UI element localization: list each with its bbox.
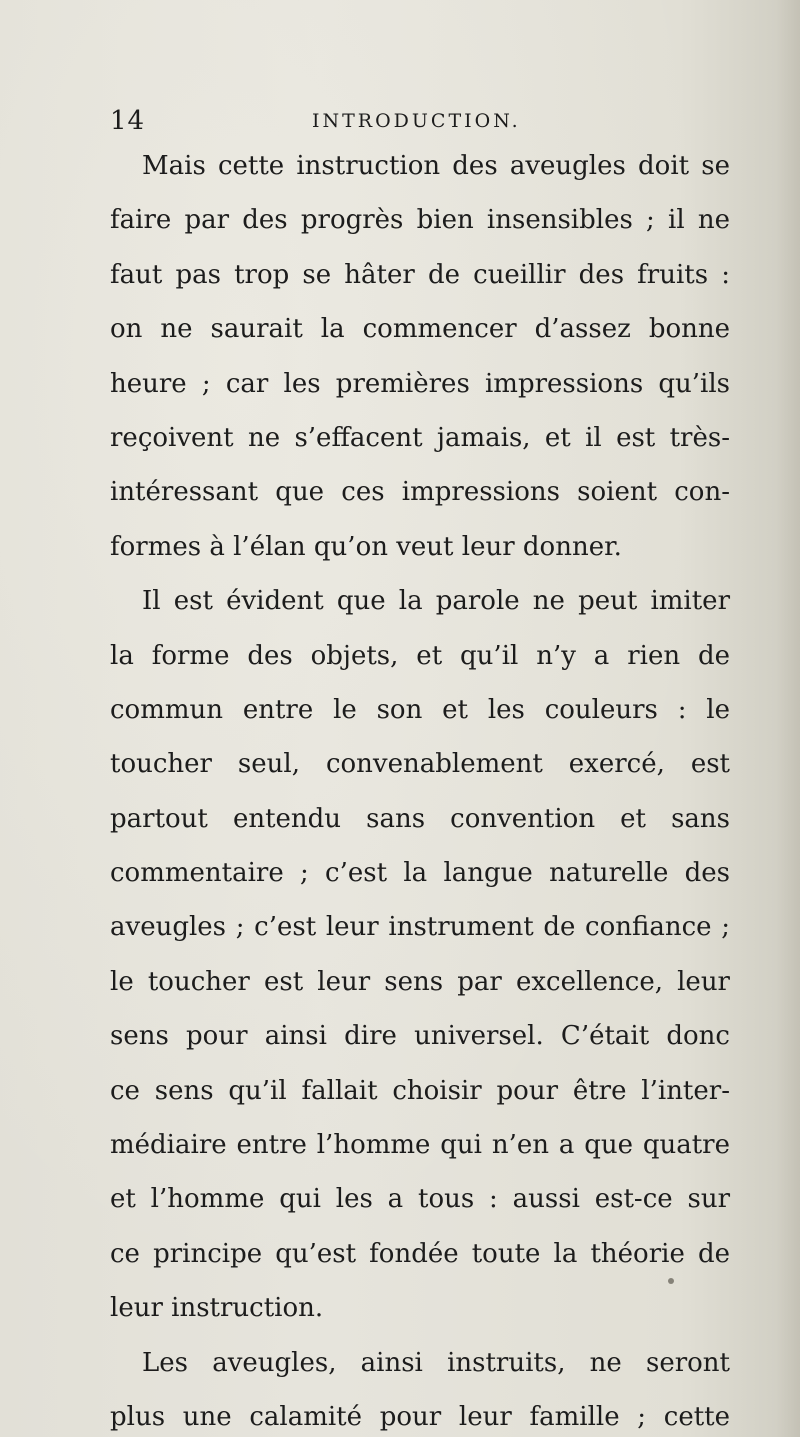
text-line: reçoivent ne s’effacent jamais, et il est très- xyxy=(110,422,730,453)
text-line: leur instruction. xyxy=(110,1293,324,1324)
text-line: le toucher est leur sens par excellence, leur xyxy=(110,966,730,997)
text-line: intéressant que ces impressions soient con- xyxy=(110,477,730,508)
text-line: la forme des objets, et qu’il n’y a rien de xyxy=(110,640,730,671)
body-text xyxy=(110,139,730,1437)
text-line: commentaire ; c’est la langue naturelle des xyxy=(110,858,730,889)
text-line: Il est évident que la parole ne peut imiter xyxy=(142,586,730,617)
text-line: médiaire entre l’homme qui n’en a que quatre xyxy=(110,1130,730,1161)
text-line: ce sens qu’il fallait choisir pour être l’inter- xyxy=(110,1075,730,1106)
text-line: Les aveugles, ainsi instruits, ne seront xyxy=(142,1347,730,1378)
page-number: 14 xyxy=(110,106,146,136)
text-line: toucher seul, convenablement exercé, est xyxy=(110,749,730,780)
text-line: ce principe qu’est fondée toute la théorie de xyxy=(110,1238,730,1269)
text-line: et l’homme qui les a tous : aussi est-ce sur xyxy=(110,1184,730,1215)
ink-speck xyxy=(668,1278,674,1284)
text-line: on ne saurait la commencer d’assez bonne xyxy=(110,314,730,345)
text-line: sens pour ainsi dire universel. C’était donc xyxy=(110,1021,730,1052)
running-head: INTRODUCTION. xyxy=(312,110,521,132)
text-line: Mais cette instruction des aveugles doit se xyxy=(142,151,730,181)
text-line: heure ; car les premières impressions qu’ils xyxy=(110,368,730,399)
text-line: aveugles ; c’est leur instrument de confiance ; xyxy=(110,912,730,943)
text-line: commun entre le son et les couleurs : le xyxy=(110,694,730,725)
text-line: faire par des progrès bien insensibles ; il ne xyxy=(110,205,730,236)
text-line: faut pas trop se hâter de cueillir des fruits : xyxy=(110,259,730,290)
text-line: formes à l’élan qu’on veut leur donner. xyxy=(110,531,622,562)
page-header xyxy=(110,104,730,138)
text-line: plus une calamité pour leur famille ; cette xyxy=(110,1401,730,1432)
text-line: partout entendu sans convention et sans xyxy=(110,803,730,834)
